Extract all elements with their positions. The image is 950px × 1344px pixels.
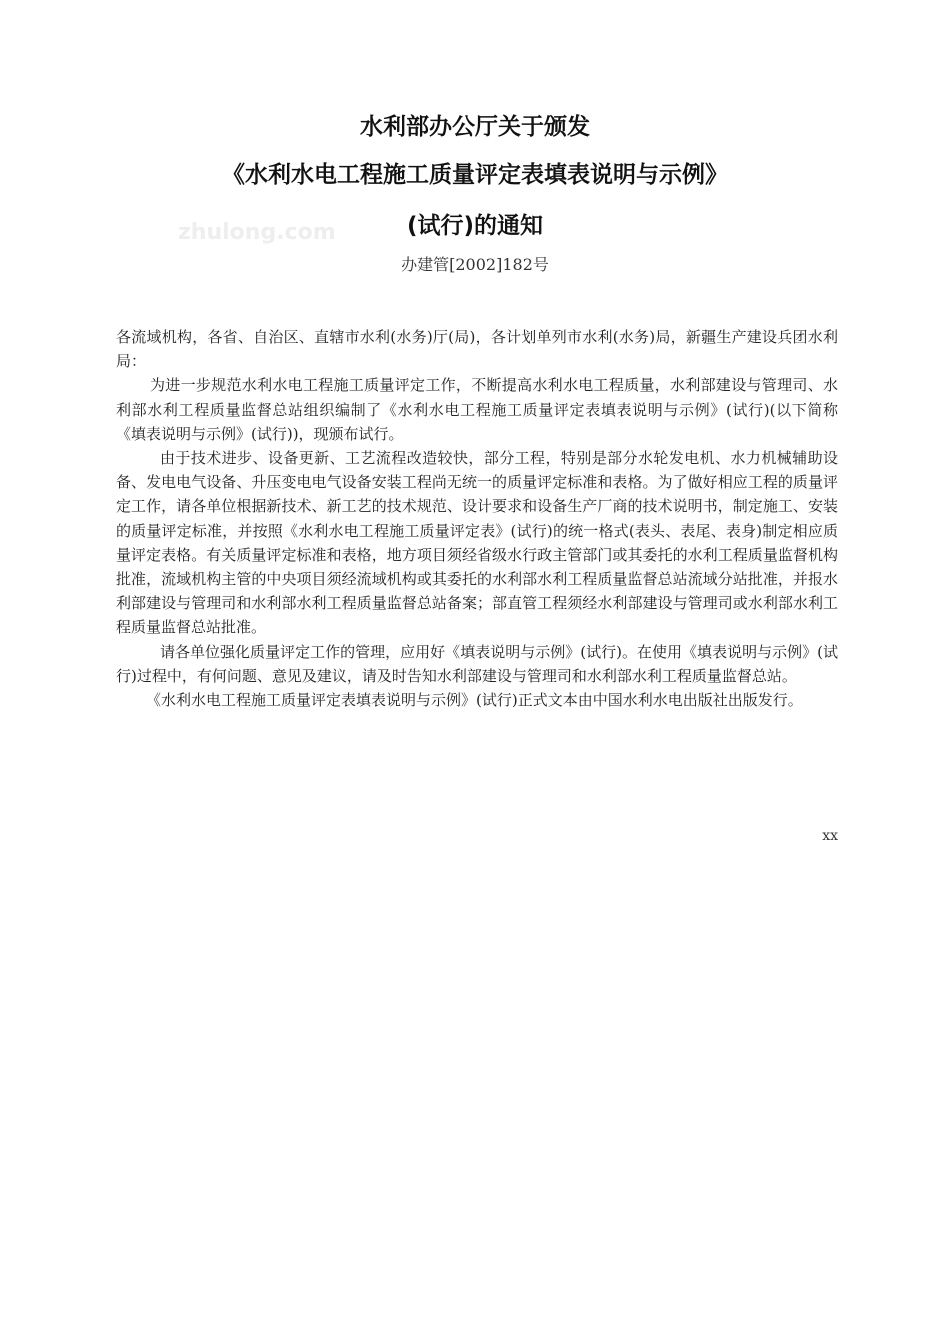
paragraph: 由于技术进步、设备更新、工艺流程改造较快，部分工程，特别是部分水轮发电机、水力机械辅助设备、发电电气设备、升压变电电气设备安装工程尚无统一的质量评定标准和表格。为了做好相应工程的质量评定工作，请各单位根据新技术、新工艺的技术规范、设计要求和设备生产厂商的技术说明书，制定施工、安装的质量评定标准，并按照《水利水电工程施工质量评定表》(试行)的统一格式(表头、表尾、表身)制定相应质量评定表格。有关质量评定标准和表格，地方项目须经省级水行政主管部门或其委托的水利工程质量监督机构批准，流域机构主管的中央项目须经流域机构或其委托的水利部水利工程质量监督总站流域分站批准，并报水利部建设与管理司和水利部水利工程质量监督总站备案；部直管工程须经水利部建设与管理司或水利部水利工程质量监督总站批准。	[116, 449, 838, 637]
signoff: xx	[822, 828, 838, 844]
document-title-line-1: 水利部办公厅关于颁发	[360, 114, 590, 140]
document-title-line-2: 《水利水电工程施工质量评定表填表说明与示例》	[222, 162, 728, 188]
paragraph: 请各单位强化质量评定工作的管理，应用好《填表说明与示例》(试行)。在使用《填表说明与示例》(试行)过程中，有何问题、意见及建议，请及时告知水利部建设与管理司和水利部水利工程质量监督总站。	[116, 642, 838, 685]
watermark: zhulong.com	[178, 220, 336, 245]
document-body	[116, 325, 838, 712]
document-number: 办建管[2002]182号	[401, 255, 549, 274]
paragraph: 为进一步规范水利水电工程施工质量评定工作，不断提高水利水电工程质量，水利部建设与管理司、水利部水利工程质量监督总站组织编制了《水利水电工程施工质量评定表填表说明与示例》(试行)(以下简称《填表说明与示例》(试行))，现颁布试行。	[116, 376, 838, 443]
document-title-line-3: (试行)的通知	[406, 213, 544, 239]
paragraph: 《水利水电工程施工质量评定表填表说明与示例》(试行)正式文本由中国水利水电出版社出版发行。	[146, 691, 803, 710]
recipients: 各流域机构，各省、自治区、直辖市水利(水务)厅(局)，各计划单列市水利(水务)局，新疆生产建设兵团水利局：	[116, 328, 838, 371]
